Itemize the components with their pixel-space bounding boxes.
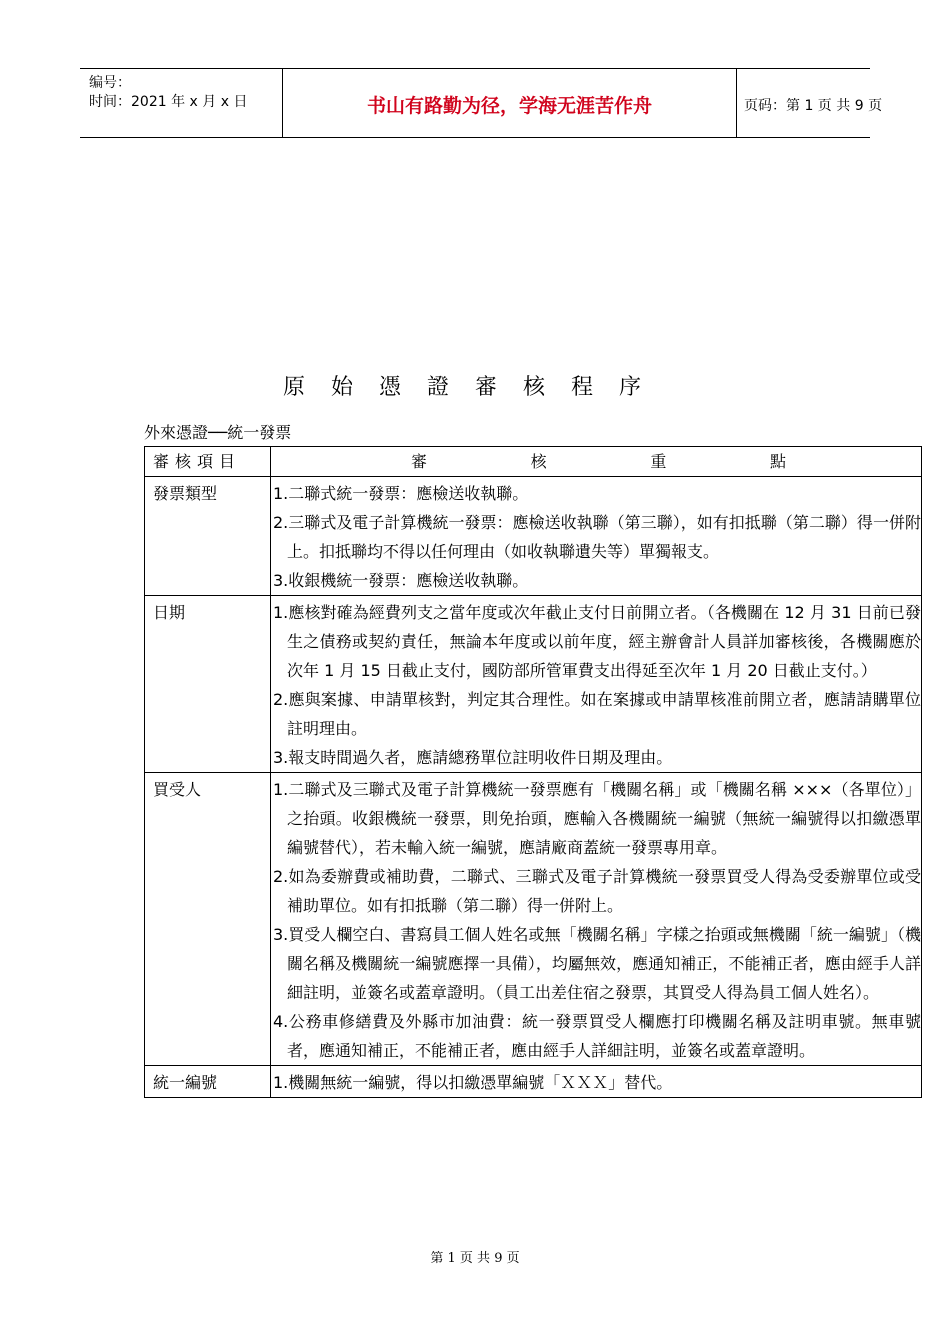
column-header-key-points — [271, 447, 922, 477]
column-header-item: 審核項目 — [145, 447, 271, 477]
point-text: 2.如為委辦費或補助費，二聯式、三聯式及電子計算機統一發票買受人得為受委辦單位或受補助單位。如有扣抵聯（第二聯）得一併附上。 — [273, 867, 921, 915]
header-motto-cell — [282, 69, 737, 137]
column-header-char: 核 — [530, 452, 547, 471]
row-points — [271, 773, 922, 1066]
page-code: 页码：第 1 页 共 9 页 — [744, 98, 883, 114]
point-text: 3.報支時間過久者，應請總務單位註明收件日期及理由。 — [273, 748, 673, 767]
audit-table — [144, 446, 922, 1098]
row-item-tax-id: 統一編號 — [145, 1066, 271, 1098]
table-header-row — [145, 447, 922, 477]
header-left-cell — [80, 69, 282, 137]
point-text: 2.應與案據、申請單核對，判定其合理性。如在案據或申請單核准前開立者，應請請購單位註明理由。 — [273, 690, 921, 738]
row-points — [271, 477, 922, 596]
document-title: 原始憑證審核程序 — [282, 375, 667, 400]
table-row — [145, 1066, 922, 1098]
point-text: 1.應核對確為經費列支之當年度或次年截止支付日前開立者。（各機關在 12 月 31 日前已發生之債務或契約責任，無論本年度或以前年度，經主辦會計人員詳加審核後，各機關應於次年 1 月 15 日截止支付，國防部所管軍費支出得延至次年 1 月 20 日截止支付。） — [273, 603, 921, 680]
page-footer: 第 1 页 共 9 页 — [430, 1251, 520, 1266]
row-points — [271, 596, 922, 773]
point-text: 1.二聯式及三聯式及電子計算機統一發票應有「機關名稱」或「機關名稱 ×××（各單位）」之抬頭。收銀機統一發票，則免抬頭，應輸入各機關統一編號（無統一編號得以扣繳憑單編號替代），若未輸入統一編號，應請廠商蓋統一發票專用章。 — [273, 780, 921, 857]
row-item-buyer: 買受人 — [145, 773, 271, 1066]
point-text: 3.買受人欄空白、書寫員工個人姓名或無「機關名稱」字樣之抬頭或無機關「統一編號」（機關名稱及機關統一編號應擇一具備），均屬無效，應通知補正，不能補正者，應由經手人詳細註明，並簽名或蓋章證明。（員工出差住宿之發票，其買受人得為員工個人姓名）。 — [273, 925, 921, 1002]
row-points — [271, 1066, 922, 1098]
time-label: 时间：2021 年 x 月 x 日 — [89, 94, 248, 110]
row-item-date: 日期 — [145, 596, 271, 773]
motto-text: 书山有路勤为径，学海无涯苦作舟 — [366, 95, 652, 117]
column-header-char: 點 — [769, 452, 786, 471]
column-header-char: 重 — [650, 452, 667, 471]
number-label: 编号： — [89, 75, 131, 91]
table-row — [145, 773, 922, 1066]
header-page-cell — [736, 69, 883, 137]
table-row — [145, 477, 922, 596]
row-item-invoice-type: 發票類型 — [145, 477, 271, 596]
page-header — [80, 68, 883, 138]
section-subtitle: 外來憑證──統一發票 — [144, 423, 292, 442]
point-text: 1.機關無統一編號，得以扣繳憑單編號「ＸＸＸ」替代。 — [273, 1073, 673, 1092]
table-row — [145, 596, 922, 773]
point-text: 4.公務車修繕費及外縣市加油費：統一發票買受人欄應打印機關名稱及註明車號。無車號者，應通知補正，不能補正者，應由經手人詳細註明，並簽名或蓋章證明。 — [273, 1012, 921, 1060]
point-text: 1.二聯式統一發票：應檢送收執聯。 — [273, 484, 529, 503]
column-header-char: 審 — [411, 452, 428, 471]
point-text: 2.三聯式及電子計算機統一發票：應檢送收執聯（第三聯），如有扣抵聯（第二聯）得一併附上。扣抵聯均不得以任何理由（如收執聯遺失等）單獨報支。 — [273, 513, 921, 561]
point-text: 3.收銀機統一發票：應檢送收執聯。 — [273, 571, 529, 590]
